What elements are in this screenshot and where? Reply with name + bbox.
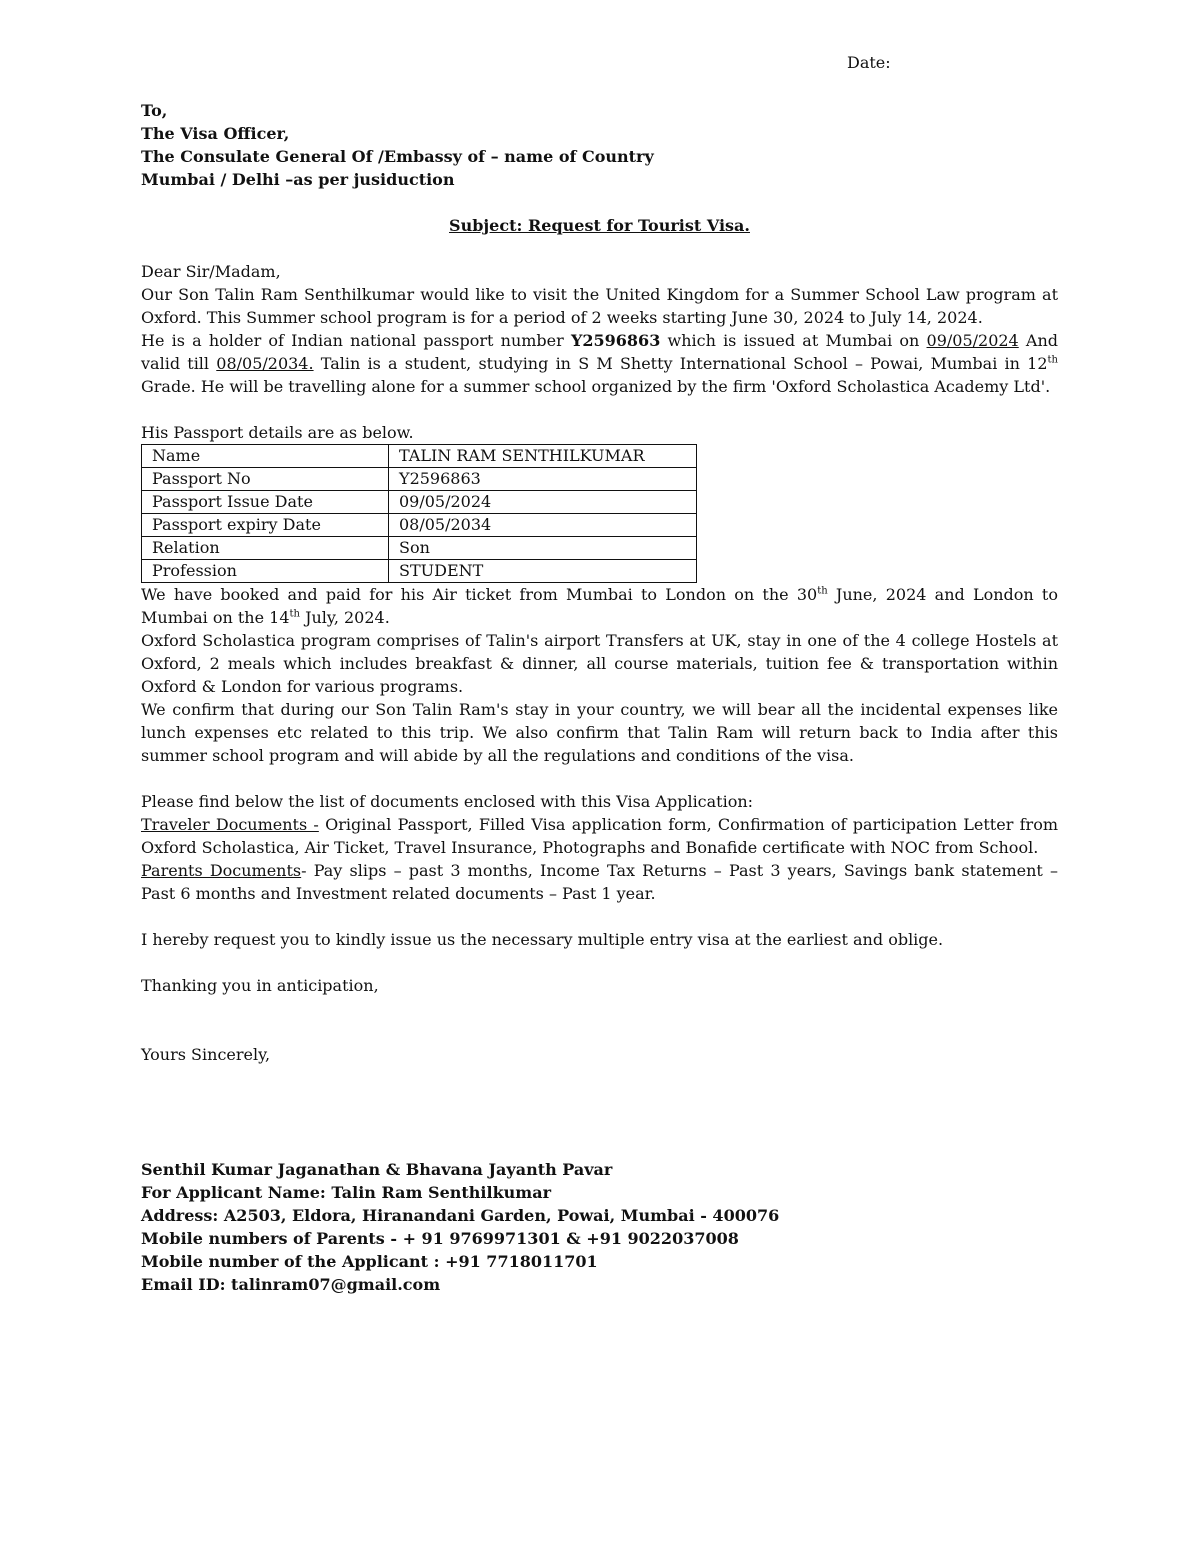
email: Email ID: talinram07@gmail.com — [141, 1275, 441, 1294]
table-row — [142, 468, 697, 491]
table-row — [142, 560, 697, 583]
table-value-cell: Y2596863 — [389, 468, 697, 491]
text-run: Grade. He will be travelling alone for a summer school organized by the firm 'Oxford Scholastica Academy Ltd'. — [141, 377, 1051, 396]
recipient-line: Mumbai / Delhi –as per jusiduction — [141, 170, 455, 189]
passport-intro: His Passport details are as below. — [141, 423, 414, 442]
recipient-line: To, — [141, 101, 168, 120]
table-value-cell: 08/05/2034 — [389, 514, 697, 537]
salutation: Dear Sir/Madam, — [141, 262, 281, 281]
text-run: Talin is a student, studying in S M Shetty International School – Powai, Mumbai in 12 — [313, 354, 1048, 373]
table-label-cell: Name — [142, 445, 389, 468]
table-label-cell: Passport expiry Date — [142, 514, 389, 537]
text-run: And valid till — [141, 331, 1059, 373]
applicant-mobile: Mobile number of the Applicant : +91 7718011701 — [141, 1252, 598, 1271]
traveler-documents — [141, 813, 1058, 859]
paragraph-program-details: Oxford Scholastica program comprises of Talin's airport Transfers at UK, stay in one of the 4 college Hostels at Oxford, 2 meals which includes breakfast & dinner, all course materials, tuition fee & transportation within Oxford & London for various programs. — [141, 631, 1058, 696]
text-run: which is issued at Mumbai on — [660, 331, 927, 350]
parent-documents-label: Parents Documents — [141, 861, 302, 880]
paragraph-visit-purpose: Our Son Talin Ram Senthilkumar would like to visit the United Kingdom for a Summer School Law program at Oxford. This Summer school program is for a period of 2 weeks starting June 30, 2024 to July 14, 2024. — [141, 285, 1058, 327]
table-label-cell: Relation — [142, 537, 389, 560]
paragraph-air-ticket — [141, 583, 1058, 629]
text-run: Original Passport, Filled Visa application form, Confirmation of participation Letter from Oxford Scholastica, Air Ticket, Travel Insurance, Photographs and Bonafide certificate with NOC from School. — [141, 815, 1058, 857]
table-value-cell: 09/05/2024 — [389, 491, 697, 514]
applicant-name: For Applicant Name: Talin Ram Senthilkumar — [141, 1183, 552, 1202]
sender-address: Address: A2503, Eldora, Hiranandani Garden, Powai, Mumbai - 400076 — [141, 1206, 780, 1225]
sender-details — [141, 1158, 1058, 1296]
recipient-line: The Visa Officer, — [141, 124, 290, 143]
text-run: - Pay slips – past 3 months, Income Tax Returns – Past 3 years, Savings bank statement – Past 6 months and Investment related documents – Past 1 year. — [141, 861, 1059, 903]
table-label-cell: Profession — [142, 560, 389, 583]
table-label-cell: Passport No — [142, 468, 389, 491]
passport-details-table — [141, 444, 697, 583]
ordinal-suffix: th — [1047, 354, 1058, 366]
table-value-cell: Son — [389, 537, 697, 560]
text-run: He is a holder of Indian national passport number — [141, 331, 571, 350]
table-row — [142, 514, 697, 537]
visa-request: I hereby request you to kindly issue us the necessary multiple entry visa at the earliest and oblige. — [141, 930, 944, 949]
expiry-date: 08/05/2034. — [216, 354, 314, 373]
recipient-line: The Consulate General Of /Embassy of – name of Country — [141, 147, 654, 166]
paragraph-expense-confirmation: We confirm that during our Son Talin Ram's stay in your country, we will bear all the incidental expenses like lunch expenses etc related to this trip. We also confirm that Talin Ram will return back to India after this summer school program and will abide by all the regulations and conditions of the visa. — [141, 700, 1058, 765]
date-label: Date: — [847, 53, 891, 72]
table-row — [142, 491, 697, 514]
text-run: July, 2024. — [299, 608, 390, 627]
subject-heading: Subject: Request for Tourist Visa. — [449, 216, 750, 235]
letter-body — [141, 99, 1058, 1296]
table-value-cell: TALIN RAM SENTHILKUMAR — [389, 445, 697, 468]
parents-mobile: Mobile numbers of Parents - + 91 9769971301 & +91 9022037008 — [141, 1229, 739, 1248]
table-value-cell: STUDENT — [389, 560, 697, 583]
text-run: We have booked and paid for his Air ticket from Mumbai to London on the 30 — [141, 585, 818, 604]
signoff: Yours Sincerely, — [141, 1045, 271, 1064]
recipient-block — [141, 99, 1058, 191]
ordinal-suffix: th — [289, 608, 300, 620]
ordinal-suffix: th — [817, 585, 828, 597]
table-label-cell: Passport Issue Date — [142, 491, 389, 514]
paragraph-passport-holder — [141, 329, 1058, 398]
sender-names: Senthil Kumar Jaganathan & Bhavana Jayanth Pavar — [141, 1160, 613, 1179]
parent-documents — [141, 859, 1058, 905]
thanks-line: Thanking you in anticipation, — [141, 976, 379, 995]
text-run: June, 2024 and London to Mumbai on the 14 — [141, 585, 1058, 627]
issue-date: 09/05/2024 — [926, 331, 1019, 350]
table-row — [142, 537, 697, 560]
traveler-documents-label: Traveler Documents - — [141, 815, 319, 834]
table-row — [142, 445, 697, 468]
documents-intro: Please find below the list of documents enclosed with this Visa Application: — [141, 792, 754, 811]
passport-number: Y2596863 — [570, 331, 661, 350]
